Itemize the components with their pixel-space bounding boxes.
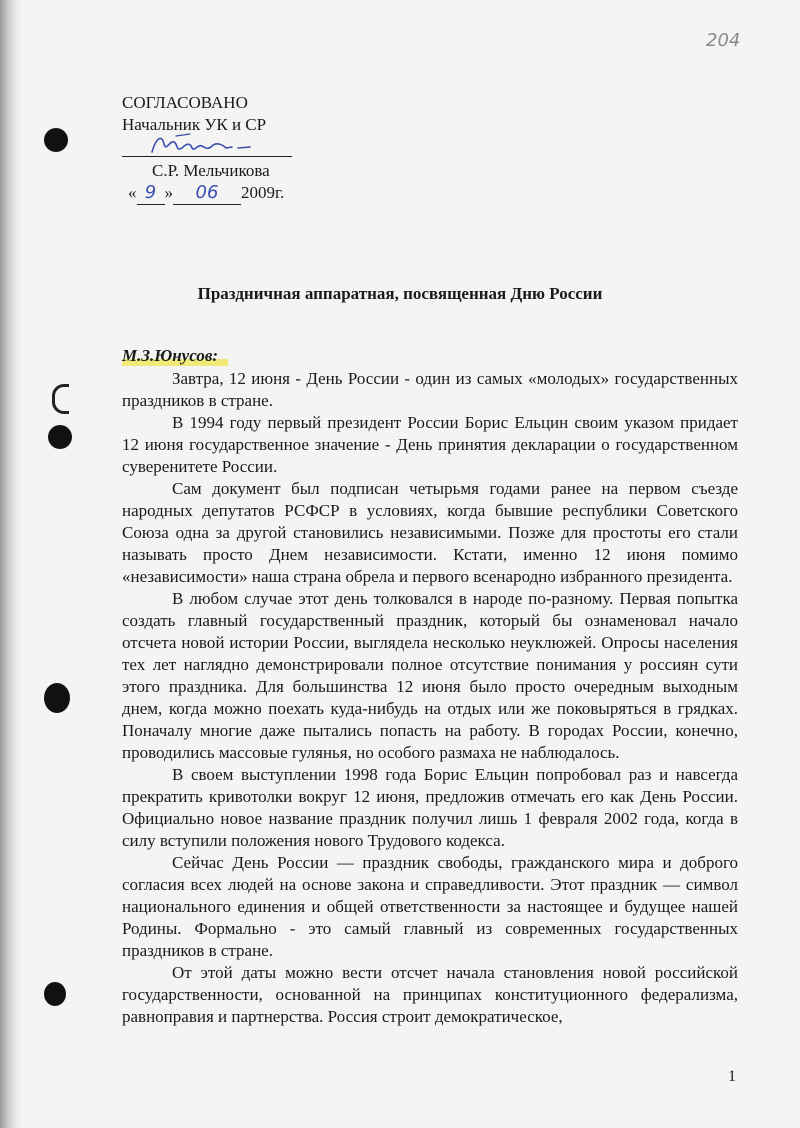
document-title: Праздничная аппаратная, посвященная Дню России [197,284,603,303]
paragraph: В 1994 году первый президент России Борис Ельцин своим указом придает 12 июня государственное значение - День принятия декларации о государственном суверенитете России. [122,413,738,476]
scan-edge-shadow [0,0,22,1128]
punch-hole [44,683,70,713]
binder-clip-mark [52,384,69,414]
archive-page-number: 204 [706,30,741,51]
approval-date [122,182,292,205]
paragraph: В любом случае этот день толковался в народе по-разному. Первая попытка создать главный государственный праздник, который бы ознаменовал начало отсчета новой истории России, выглядела несколько неуклюжей. Опросы населения тех лет наглядно демонстрировали полное отсутствие понимания у россиян сути этого праздника. Для большинства 12 июня было просто очередным выходным днем, когда можно поехать куда-нибудь на отдых или же поковыряться в грядках. Поначалу многие даже пытались попасть на работу. В городах России, конечно, проводились массовые гулянья, но особого размаха не наблюдалось. [122,589,738,762]
page-number: 1 [728,1068,736,1085]
paragraph: Сам документ был подписан четырьмя годами ранее на первом съезде народных депутатов РСФСР в условиях, когда бывшие республики Советского Союза одна за другой становились независимыми. Позже для простоты его стали называть просто Днем независимости. Кстати, именно 12 июня помимо «независимости» наша страна обрела и первого всенародно избранного президента. [122,479,738,586]
approval-position: Начальник УК и СР [122,115,267,134]
punch-hole [44,128,68,152]
paragraph: В своем выступлении 1998 года Борис Ельцин попробовал раз и навсегда прекратить кривотолки вокруг 12 июня, предложив отмечать его как День России. Официально новое название праздник получил лишь 1 февраля 2002 года, когда в силу вступили положения нового Трудового кодекса. [122,765,738,850]
punch-hole [44,982,66,1006]
punch-hole [48,425,72,449]
approval-heading: СОГЛАСОВАНО [122,93,248,112]
date-close-quote: » [164,183,173,202]
signature-line [122,156,292,157]
paragraph: От этой даты можно вести отсчет начала становления новой российской государственности, основанной на принципах конституционного федерализма, равноправия и партнерства. Россия строит демократическое, [122,963,738,1026]
paragraph: Завтра, 12 июня - День России - один из самых «молодых» государственных праздников в стране. [122,369,738,410]
document-body [122,368,738,1028]
approval-block [122,92,292,205]
date-day: 9 [137,182,165,205]
date-month: 06 [173,182,241,205]
date-open-quote: « [128,183,137,202]
signature-row [122,136,292,160]
speaker-name: М.З.Юнусов: [122,346,228,366]
approver-name: С.Р. Мельчикова [152,161,270,180]
paragraph: Сейчас День России — праздник свободы, гражданского мира и доброго согласия всех людей на основе закона и справедливости. Этот праздник — символ национального единения и общей ответственности за настоящее и будущее нашей Родины. Формально - это самый главный из современных государственных праздников в стране. [122,853,738,960]
date-year: 2009г. [241,183,285,202]
